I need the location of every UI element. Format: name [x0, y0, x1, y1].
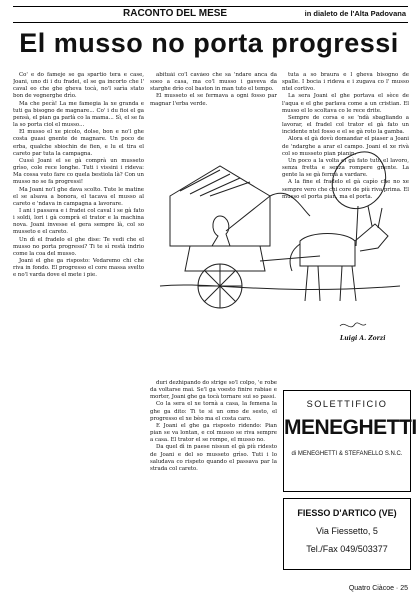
cart-body	[185, 246, 265, 271]
paragraph: Sempre de corsa e se 'ndà sbagliando a lavorar, el fradel col trator el gà fato un incidente ntel fosso e el se gà roto la gamba.	[282, 114, 409, 136]
tree-shape	[332, 152, 385, 209]
article-author: Luigi A. Zorzi	[340, 335, 386, 342]
driver-figure	[212, 216, 230, 246]
house-shape	[170, 166, 270, 246]
section-subtitle: in dialeto de l'Alta Padovana	[304, 9, 406, 18]
article-column-2-bottom	[150, 380, 277, 580]
ad-top-line: SOLETTIFICIO	[306, 399, 388, 409]
paragraph: abituài co'l cavàeo che sa 'ndare anca da soeo a casa, ma co'l musso i gaveva da starghe drìo col baston in man tuto el tempo.	[150, 72, 277, 93]
section-title: RACONTO DEL MESE	[123, 8, 228, 19]
signature-scribble	[340, 323, 366, 327]
ad-company-name: MENEGHETTI	[284, 416, 417, 439]
roof-hatching	[180, 170, 250, 196]
paragraph: Joani el ghe ga risposto: Vedaremo chi che riva in fondo. El progresso el core massa svelto e no'l varda dove el mete i pie.	[13, 258, 144, 279]
article-title: El musso no porta progressi	[19, 28, 399, 58]
donkey-ears	[368, 206, 382, 228]
paragraph: Ma che pecà! La me famegia la xe granda e tuti ga bisogno de magnare... Co' i du fioi el ga pensà, el pian ga parlà co la mama... Sì, el se fa la so porta ciol el musso...	[13, 100, 144, 129]
advertisement-box	[283, 390, 417, 492]
donkey-legs	[305, 266, 356, 301]
paragraph: Alora el gà dovù domandar el piaser a Joani de 'ndarghe a arar el campo. Joani el xe rivà col so musseto pian pianin.	[282, 136, 409, 157]
ground-line	[160, 285, 400, 290]
article-column-2-top	[150, 72, 277, 132]
header-bar	[13, 6, 408, 23]
ad-street: Via Fiessetto, 5	[316, 526, 378, 536]
paragraph: Cussì Joani el se gà comprà un musseto grìso, cole rece longhe. Tuti i vissini i rideva: Ma cossa vuto fare co quela bestiola là? Con un musso no se fa progressi!	[13, 157, 144, 186]
wheel-spokes	[198, 264, 242, 308]
paragraph: duri dezhipando do strige so'l colpo, 'e robe da voltarse mai. Se'l ga voesto finire rabiae e morter, Joani ghe ga tocà tornare sui so passi.	[150, 380, 277, 401]
article-column-1	[13, 72, 144, 582]
paragraph: Ma Joani no'l ghe dava scolto. Tute le matine el se alsava a bonora, el tacava el musso al careto e 'ndava in campagna a lavorare.	[13, 186, 144, 207]
advertisement-address-box	[283, 498, 411, 570]
ad-city: FIESSO D'ARTICO (VE)	[297, 508, 397, 518]
page-footer: Quatro Ciàcoe · 25	[348, 585, 408, 592]
paragraph: I ani i passava e i fradei col caval i se gà fato i soldi, lori i gà comprà el trator e la machina nova. Joani invesse el gera sempre là, col so musseto e el careto.	[13, 207, 144, 236]
ad-subtitle: di MENEGHETTI & STEFANELLO S.N.C.	[291, 451, 403, 457]
paragraph: Co la sera el xe tornà a casa, la femena la ghe ga dito: Ti te si un omo de sesto, el progresso el xe bèo ma el costa caro.	[150, 401, 277, 422]
paragraph: Un dì el fradelo el ghe dise: Te vedi che el musso no porta progressi? Ti te sì restà indrio come la coa del musso.	[13, 236, 144, 257]
paragraph: Co' e do fameje se ga spartio tera e case, Joani, uno di i du fradei, el se ga incorto che l' caval eo che ghe gheva tocà, no'l sarìa stato bon de vegnerghe drìo.	[13, 72, 144, 100]
donkey-head	[355, 224, 388, 251]
paragraph: Un poco a la volta el gà fato tuto el lavoro, senza fretta e senza rompere gnente. La gente la se gà fermà a vardare.	[282, 157, 409, 179]
paragraph: tuta a so braura e l gheva bisogno de spalle. I bocia i rideva e i zugava co l' musso ntel cortivo.	[282, 72, 409, 93]
driver-whip	[226, 193, 310, 231]
paragraph: El musso el xe picolo, dolse, bon e no'l ghe costa guasi gnente de magnare. Un poco de erba, qualche sbiochin de fien, e lu el tira el careto par tuta la campagna.	[13, 129, 144, 157]
paragraph: E Joani el ghe ga risposto ridendo: Pian pian se va lontan, e col musso se riva sempre a casa. El trator el se rompe, el musso no.	[150, 422, 277, 444]
paragraph: A la fine el fradelo el gà capìo che no xe sempre vero che chi core de più riva prima. El musso el porta pian, ma el porta.	[282, 179, 409, 200]
paragraph: Da quel dì in paese nissun el gà più ridesto de Joani e del so musseto grìso. Tuti i lo saludava co rispeto quando el passava par la strada col careto.	[150, 444, 277, 472]
paragraph: El musseto el se fermava a ogni fosso par magnar l'erba verde.	[150, 93, 277, 107]
donkey-cart-illustration	[150, 136, 408, 354]
ad-phone: Tel./Fax 049/503377	[306, 544, 388, 554]
paragraph: La sera Joani el ghe portava el sèce de l'aqua e el ghe parlava come a un cristian. El musso el lo scoltava co le rece drite.	[282, 93, 409, 114]
donkey-body	[300, 234, 355, 267]
